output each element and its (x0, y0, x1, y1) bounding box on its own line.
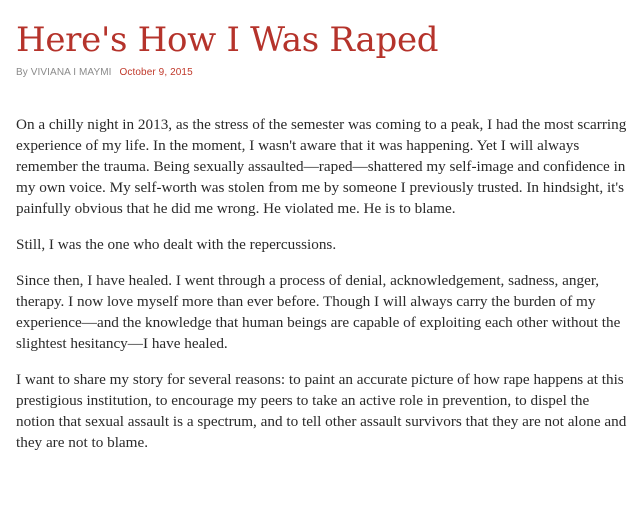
article-title: Here's How I Was Raped (16, 20, 439, 60)
author-link[interactable]: VIVIANA I MAYMI (30, 67, 112, 78)
byline-prefix: By (16, 67, 31, 78)
article-body (16, 114, 630, 453)
paragraph-2: Still, I was the one who dealt with the repercussions. (16, 236, 337, 253)
byline (16, 66, 630, 80)
paragraph-4: I want to share my story for several reasons: to paint an accurate picture of how rape happens at this prestigious institution, to encourage my peers to take an active role in prevention, to dispel the notion that sexual assault is a spectrum, and to tell other assault survivors that they are not alone and they are not to blame. (16, 371, 627, 451)
article (16, 0, 630, 468)
paragraph-3: Since then, I have healed. I went through a process of denial, acknowledgement, sadness, anger, therapy. I now love myself more than ever before. Though I will always carry the burden of my experience—and the knowledge that human beings are capable of exploiting each other without the slightest hesitancy—I have healed. (16, 272, 621, 352)
publish-date: October 9, 2015 (119, 67, 193, 78)
paragraph-1: On a chilly night in 2013, as the stress of the semester was coming to a peak, I had the most scarring experience of my life. In the moment, I wasn't aware that it was happening. Yet I will always remember the trauma. Being sexually assaulted—raped—shattered my self-image and confidence in my own voice. My self-worth was stolen from me by someone I previously trusted. In hindsight, it's painfully obvious that he did me wrong. He violated me. He is to blame. (16, 116, 627, 217)
